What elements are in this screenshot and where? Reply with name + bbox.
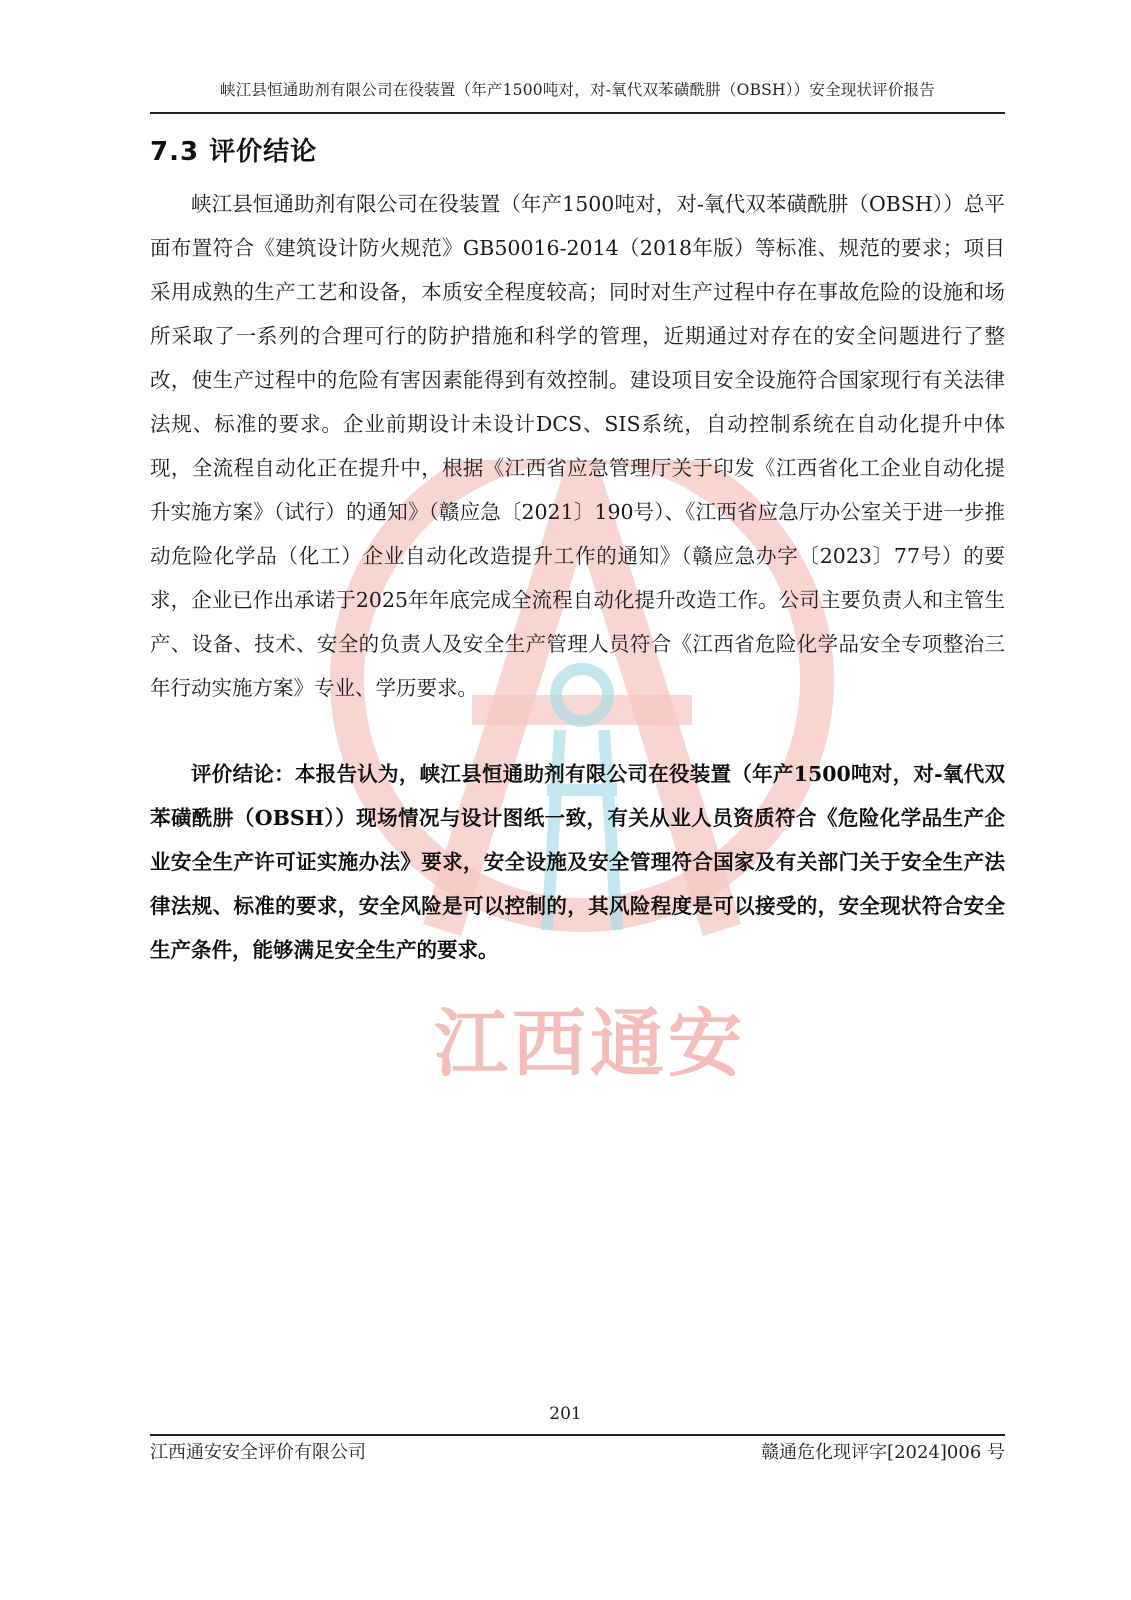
body-paragraph: 峡江县恒通助剂有限公司在役装置（年产1500吨对，对-氧代双苯磺酰肼（OBSH））总平面布置符合《建筑设计防火规范》GB50016-2014（2018年版）等标准、规范的要求；项目采用成熟的生产工艺和设备，本质安全程度较高；同时对生产过程中存在事故危险的设施和场所采取了一系列的合理可行的防护措施和科学的管理，近期通过对存在的安全问题进行了整改，使生产过程中的危险有害因素能得到有效控制。建设项目安全设施符合国家现行有关法律法规、标准的要求。企业前期设计未设计DCS、SIS系统，自动控制系统在自动化提升中体现，全流程自动化正在提升中，根据《江西省应急管理厅关于印发《江西省化工企业自动化提升实施方案》（试行）的通知》（赣应急〔2021〕190号）、《江西省应急厅办公室关于进一步推动危险化学品（化工）企业自动化改造提升工作的通知》（赣应急办字〔2023〕77号）的要求，企业已作出承诺于2025年年底完成全流程自动化提升改造工作。公司主要负责人和主管生产、设备、技术、安全的负责人及安全生产管理人员符合《江西省危险化学品安全专项整治三年行动实施方案》专业、学历要求。: [150, 192, 1005, 700]
page-number: 201: [549, 1404, 582, 1424]
header-rule: [150, 112, 1005, 114]
watermark-text: 江西通安: [434, 1001, 746, 1087]
footer-company: 江西通安安全评价有限公司: [150, 1442, 366, 1463]
footer-report-number: 赣通危化现评字[2024]006 号: [761, 1442, 1005, 1463]
running-header: 峡江县恒通助剂有限公司在役装置（年产1500吨对，对-氧代双苯磺酰肼（OBSH））安全现状评价报告: [220, 81, 935, 99]
footer-rule: [150, 1434, 1005, 1436]
evaluation-conclusion: 评价结论：本报告认为，峡江县恒通助剂有限公司在役装置（年产1500吨对，对-氧代双苯磺酰肼（OBSH））现场情况与设计图纸一致，有关从业人员资质符合《危险化学品生产企业安全生产许可证实施办法》要求，安全设施及安全管理符合国家及有关部门关于安全生产法律法规、标准的要求，安全风险是可以控制的，其风险程度是可以接受的，安全现状符合安全生产条件，能够满足安全生产的要求。: [150, 762, 1005, 962]
section-title: 7.3 评价结论: [150, 137, 318, 167]
